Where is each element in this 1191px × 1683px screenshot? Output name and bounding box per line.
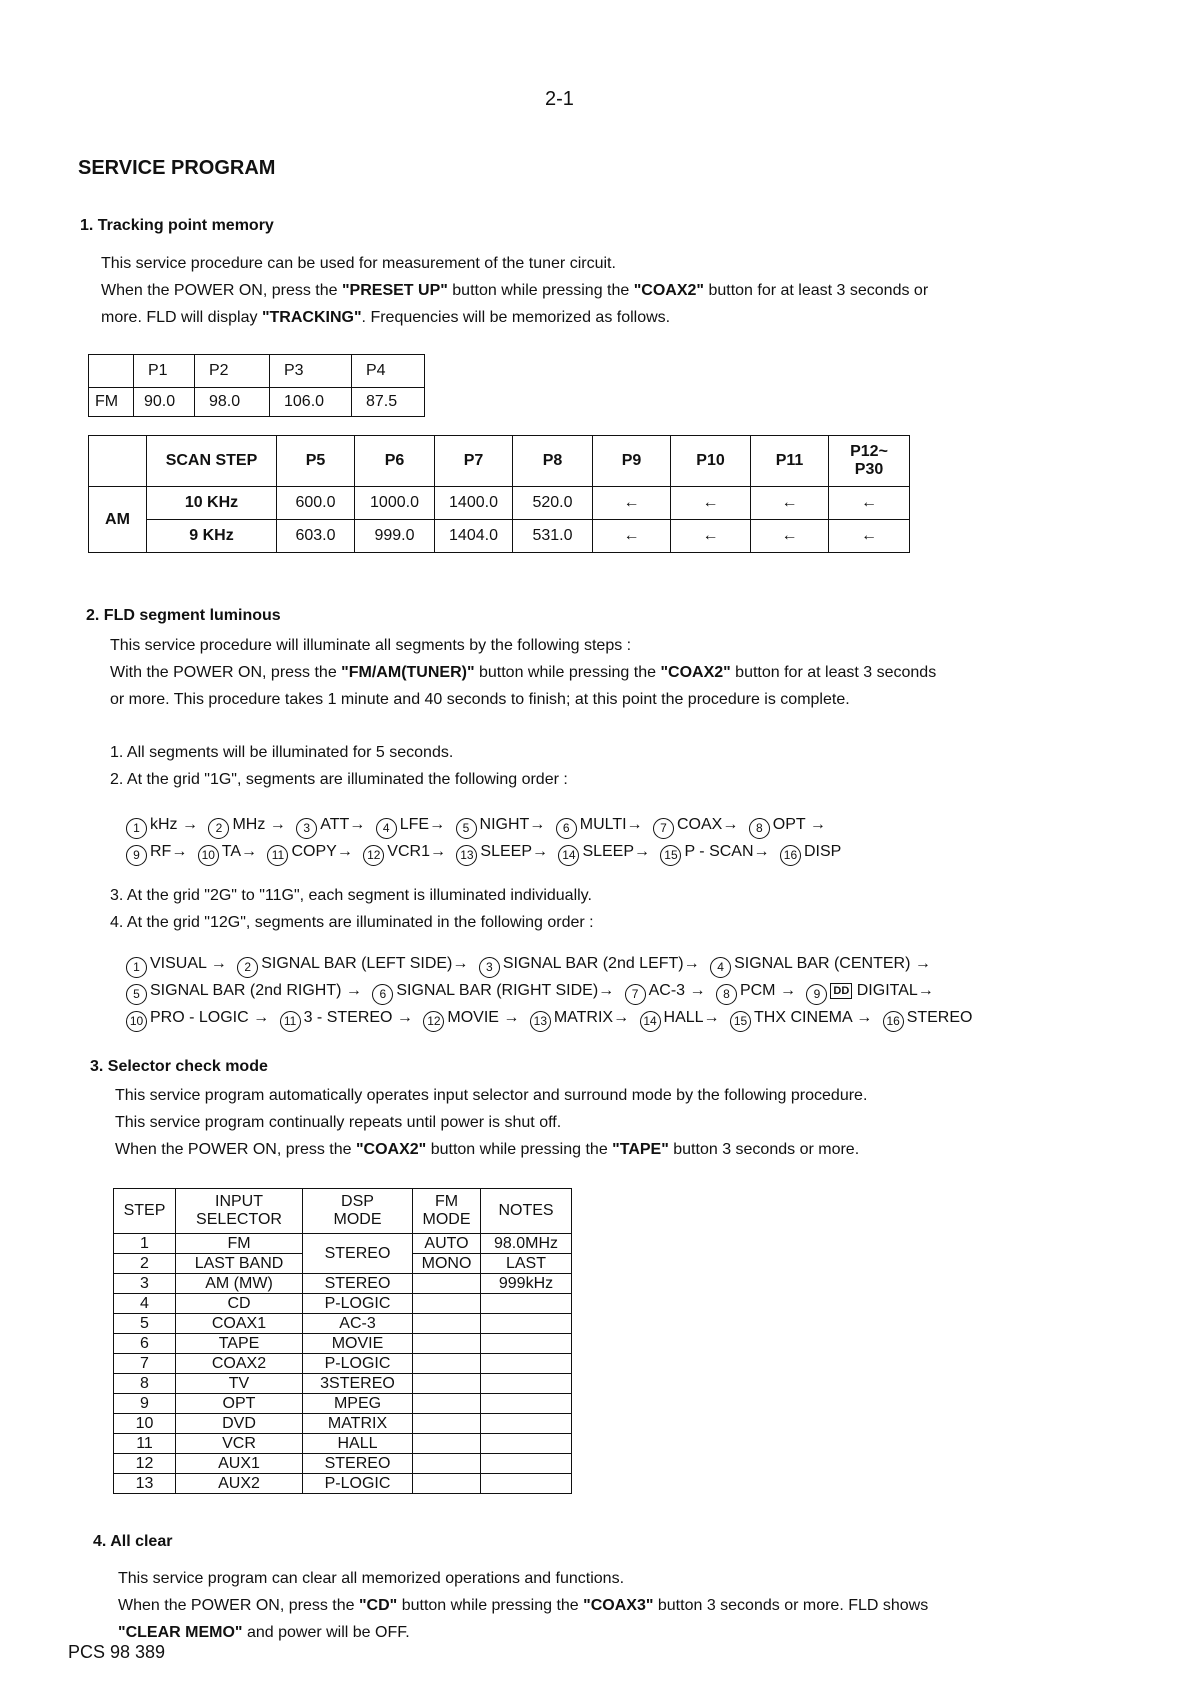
sequence-label: PCM →	[739, 982, 801, 999]
table-cell: HALL	[303, 1434, 413, 1454]
sequence-label: STEREO	[906, 1009, 973, 1026]
number-circle: 5	[456, 818, 477, 839]
table-cell: 11	[114, 1434, 176, 1454]
am-value-cell: ←	[751, 520, 829, 553]
table-cell: 3	[114, 1274, 176, 1294]
table-cell	[481, 1294, 572, 1314]
number-circle: 14	[640, 1011, 661, 1032]
sequence-label: AC-3 →	[648, 982, 710, 999]
table-row	[114, 1454, 572, 1474]
table-cell	[413, 1454, 481, 1474]
number-circle: 8	[716, 984, 737, 1005]
selector-header-cell: DSP MODE	[303, 1189, 413, 1234]
number-circle: 9	[806, 984, 827, 1005]
am-header-cell: P11	[751, 436, 829, 487]
am-header-cell: P5	[277, 436, 355, 487]
table-cell: 9	[114, 1394, 176, 1414]
sequence-label: RF→	[150, 843, 192, 860]
table-cell: MONO	[413, 1254, 481, 1274]
table-row	[114, 1434, 572, 1454]
section3-text	[115, 1082, 867, 1163]
table-cell: TV	[176, 1374, 303, 1394]
section2-line1: This service procedure will illuminate all segments by the following steps :	[110, 637, 632, 654]
section1-line2: When the POWER ON, press the "PRESET UP" button while pressing the "COAX2" button for at least 3 seconds or	[101, 282, 929, 299]
table-row	[114, 1294, 572, 1314]
number-circle: 10	[126, 1011, 147, 1032]
table-cell: P-LOGIC	[303, 1294, 413, 1314]
table-cell: 999kHz	[481, 1274, 572, 1294]
table-cell: MPEG	[303, 1394, 413, 1414]
table-cell	[413, 1334, 481, 1354]
table-cell: STEREO	[303, 1454, 413, 1474]
table-cell	[481, 1374, 572, 1394]
section4-line2: When the POWER ON, press the "CD" button while pressing the "COAX3" button 3 seconds or more. FLD shows	[118, 1597, 929, 1614]
step1-text: 1. All segments will be illuminated for 5 seconds.	[110, 744, 454, 761]
sequence-label: MHz →	[232, 816, 291, 833]
am-value-cell: 999.0	[355, 520, 435, 553]
step2-text: 2. At the grid "1G", segments are illuminated the following order :	[110, 771, 568, 788]
am-value-cell: 603.0	[277, 520, 355, 553]
am-value-cell: ←	[829, 487, 910, 520]
table-cell	[413, 1394, 481, 1414]
sequence-label: LFE→	[399, 816, 450, 833]
table-cell: STEREO	[303, 1234, 413, 1274]
fm-header-cell: P1	[134, 355, 195, 388]
fm-value-cell: 87.5	[352, 388, 425, 417]
step3-text: 3. At the grid "2G" to "11G", each segment is illuminated individually.	[110, 887, 592, 904]
table-cell: DVD	[176, 1414, 303, 1434]
table-cell	[413, 1414, 481, 1434]
number-circle: 8	[749, 818, 770, 839]
sequence-label: PRO - LOGIC →	[150, 1009, 274, 1026]
am-step-cell: 10 KHz	[147, 487, 277, 520]
table-cell	[413, 1474, 481, 1494]
table-cell: MATRIX	[303, 1414, 413, 1434]
sequence-label: ATT→	[320, 816, 370, 833]
table-cell	[413, 1434, 481, 1454]
table-cell: 13	[114, 1474, 176, 1494]
section2-heading: 2. FLD segment luminous	[86, 607, 281, 624]
table-cell	[481, 1414, 572, 1434]
table-cell: P-LOGIC	[303, 1474, 413, 1494]
table-row	[114, 1334, 572, 1354]
am-value-cell: 531.0	[513, 520, 593, 553]
section2-line3: or more. This procedure takes 1 minute and 40 seconds to finish; at this point the procedure is complete.	[110, 691, 850, 708]
number-circle: 5	[126, 984, 147, 1005]
number-circle: 12	[423, 1011, 444, 1032]
am-band-cell: AM	[89, 487, 147, 553]
table-cell: COAX1	[176, 1314, 303, 1334]
table-cell: COAX2	[176, 1354, 303, 1374]
section1-line1: This service procedure can be used for measurement of the tuner circuit.	[101, 255, 616, 272]
number-circle: 12	[363, 845, 384, 866]
number-circle: 11	[267, 845, 288, 866]
am-tracking-table	[88, 435, 910, 553]
section2-steps-a	[110, 739, 568, 793]
section3-line2: This service program continually repeats until power is shut off.	[115, 1114, 562, 1131]
am-header-cell: P10	[671, 436, 751, 487]
number-circle: 7	[625, 984, 646, 1005]
table-cell: 98.0MHz	[481, 1234, 572, 1254]
section4-text	[118, 1565, 928, 1646]
sequence-label: NIGHT→	[479, 816, 550, 833]
dolby-digital-logo-icon: DD	[830, 983, 852, 999]
am-value-cell: 1400.0	[435, 487, 513, 520]
sequence-label: VCR1→	[387, 843, 451, 860]
sequence-label: OPT →	[772, 816, 826, 833]
table-cell: AC-3	[303, 1314, 413, 1334]
number-circle: 15	[730, 1011, 751, 1032]
table-cell	[481, 1394, 572, 1414]
number-circle: 6	[556, 818, 577, 839]
sequence-label: SIGNAL BAR (2nd RIGHT) →	[150, 982, 367, 999]
number-circle: 2	[208, 818, 229, 839]
section4-line1: This service program can clear all memorized operations and functions.	[118, 1570, 625, 1587]
order2-line1	[126, 950, 937, 978]
table-cell	[413, 1314, 481, 1334]
table-cell	[413, 1274, 481, 1294]
selector-check-table	[113, 1188, 572, 1494]
table-cell	[481, 1314, 572, 1334]
am-header-cell: P6	[355, 436, 435, 487]
section3-heading: 3. Selector check mode	[90, 1058, 268, 1075]
number-circle: 13	[530, 1011, 551, 1032]
number-circle: 10	[198, 845, 219, 866]
order1-line2	[126, 838, 847, 866]
number-circle: 6	[372, 984, 393, 1005]
table-row	[114, 1314, 572, 1334]
table-cell: AM (MW)	[176, 1274, 303, 1294]
order1-line1	[126, 811, 832, 839]
am-value-cell: ←	[829, 520, 910, 553]
section3-line3: When the POWER ON, press the "COAX2" button while pressing the "TAPE" button 3 seconds or more.	[115, 1141, 860, 1158]
table-row	[114, 1414, 572, 1434]
am-header-cell	[89, 436, 147, 487]
sequence-label: P - SCAN→	[684, 843, 774, 860]
table-cell: 1	[114, 1234, 176, 1254]
number-circle: 11	[280, 1011, 301, 1032]
am-value-cell: ←	[593, 520, 671, 553]
table-cell: LAST	[481, 1254, 572, 1274]
section3-line1: This service program automatically operates input selector and surround mode by the following procedure.	[115, 1087, 868, 1104]
table-cell: STEREO	[303, 1274, 413, 1294]
table-cell: 10	[114, 1414, 176, 1434]
am-value-cell: ←	[751, 487, 829, 520]
number-circle: 4	[376, 818, 397, 839]
table-cell: OPT	[176, 1394, 303, 1414]
table-cell: FM	[176, 1234, 303, 1254]
number-circle: 1	[126, 957, 147, 978]
selector-header-cell: INPUT SELECTOR	[176, 1189, 303, 1234]
fm-header-cell: P4	[352, 355, 425, 388]
am-value-cell: ←	[671, 520, 751, 553]
am-value-cell: 1404.0	[435, 520, 513, 553]
table-cell: 2	[114, 1254, 176, 1274]
step4-text: 4. At the grid "12G", segments are illuminated in the following order :	[110, 914, 594, 931]
order2-line2-a	[126, 982, 806, 999]
sequence-label: HALL→	[663, 1009, 724, 1026]
fm-header-cell: P3	[270, 355, 352, 388]
table-cell	[481, 1474, 572, 1494]
am-step-cell: 9 KHz	[147, 520, 277, 553]
sequence-label: 3 - STEREO →	[303, 1009, 418, 1026]
table-row	[114, 1374, 572, 1394]
fm-band-cell: FM	[89, 388, 134, 417]
table-cell: 7	[114, 1354, 176, 1374]
sequence-label: VISUAL →	[150, 955, 232, 972]
am-value-cell: 1000.0	[355, 487, 435, 520]
document-code: PCS 98 389	[68, 1642, 166, 1662]
table-cell: AUTO	[413, 1234, 481, 1254]
section4-heading: 4. All clear	[93, 1533, 173, 1550]
sequence-label: COPY→	[291, 843, 358, 860]
sequence-label: MATRIX→	[553, 1009, 634, 1026]
am-header-cell: P7	[435, 436, 513, 487]
digital-label: DIGITAL→	[856, 982, 934, 999]
table-cell: 8	[114, 1374, 176, 1394]
table-row	[114, 1234, 572, 1254]
table-cell	[413, 1354, 481, 1374]
number-circle: 1	[126, 818, 147, 839]
selector-header-cell: FM MODE	[413, 1189, 481, 1234]
table-cell	[413, 1374, 481, 1394]
section1-text	[101, 250, 928, 331]
section2-steps-b	[110, 882, 594, 936]
table-cell: AUX2	[176, 1474, 303, 1494]
number-circle: 7	[653, 818, 674, 839]
fm-value-cell: 90.0	[134, 388, 195, 417]
sequence-label: SIGNAL BAR (2nd LEFT)→	[502, 955, 705, 972]
selector-header-cell: STEP	[114, 1189, 176, 1234]
am-value-cell: ←	[593, 487, 671, 520]
table-row	[114, 1274, 572, 1294]
number-circle: 9	[126, 845, 147, 866]
table-row	[114, 1394, 572, 1414]
number-circle: 3	[479, 957, 500, 978]
section2-line2: With the POWER ON, press the "FM/AM(TUNER)" button while pressing the "COAX2" button for at least 3 seconds	[110, 664, 937, 681]
am-header-cell: P9	[593, 436, 671, 487]
sequence-label: THX CINEMA →	[754, 1009, 877, 1026]
table-cell: VCR	[176, 1434, 303, 1454]
page-title: SERVICE PROGRAM	[78, 157, 276, 179]
table-cell	[481, 1454, 572, 1474]
number-circle: 15	[660, 845, 681, 866]
number-circle: 13	[456, 845, 477, 866]
sequence-label: COAX→	[677, 816, 743, 833]
table-cell: 3STEREO	[303, 1374, 413, 1394]
page-number: 2-1	[545, 88, 574, 110]
number-circle: 16	[780, 845, 801, 866]
fm-header-cell	[89, 355, 134, 388]
table-cell: LAST BAND	[176, 1254, 303, 1274]
table-cell	[413, 1294, 481, 1314]
sequence-label: SLEEP→	[582, 843, 655, 860]
number-circle: 2	[237, 957, 258, 978]
sequence-label: DISP	[803, 843, 842, 860]
sequence-label: SIGNAL BAR (LEFT SIDE)→	[261, 955, 473, 972]
table-cell: 6	[114, 1334, 176, 1354]
table-cell: MOVIE	[303, 1334, 413, 1354]
table-cell: P-LOGIC	[303, 1354, 413, 1374]
sequence-label: MULTI→	[579, 816, 647, 833]
am-header-p12-cell: P12~ P30	[829, 436, 910, 487]
table-cell	[481, 1434, 572, 1454]
table-cell: CD	[176, 1294, 303, 1314]
am-header-cell: P8	[513, 436, 593, 487]
order2-line3	[126, 1004, 978, 1032]
fm-value-cell: 98.0	[195, 388, 270, 417]
table-cell: TAPE	[176, 1334, 303, 1354]
table-row	[114, 1474, 572, 1494]
table-cell: 12	[114, 1454, 176, 1474]
am-value-cell: ←	[671, 487, 751, 520]
sequence-label: MOVIE →	[447, 1009, 524, 1026]
section4-line3: "CLEAR MEMO" and power will be OFF.	[118, 1624, 410, 1641]
fm-value-cell: 106.0	[270, 388, 352, 417]
am-value-cell: 600.0	[277, 487, 355, 520]
number-circle: 16	[883, 1011, 904, 1032]
sequence-label: SIGNAL BAR (CENTER) →	[734, 955, 931, 972]
am-value-cell: 520.0	[513, 487, 593, 520]
section1-line3: more. FLD will display "TRACKING". Frequencies will be memorized as follows.	[101, 309, 671, 326]
sequence-label: SLEEP→	[480, 843, 553, 860]
table-row	[114, 1354, 572, 1374]
number-circle: 3	[296, 818, 317, 839]
fm-header-cell: P2	[195, 355, 270, 388]
number-circle: 4	[710, 957, 731, 978]
number-circle: 14	[558, 845, 579, 866]
table-cell: 5	[114, 1314, 176, 1334]
table-cell: 4	[114, 1294, 176, 1314]
fm-tracking-table	[88, 354, 425, 417]
section1-heading: 1. Tracking point memory	[80, 217, 274, 234]
order2-line2	[126, 977, 934, 1005]
am-header-cell: SCAN STEP	[147, 436, 277, 487]
sequence-label: SIGNAL BAR (RIGHT SIDE)→	[396, 982, 619, 999]
sequence-label: TA→	[221, 843, 262, 860]
table-cell	[481, 1334, 572, 1354]
sequence-label: kHz →	[150, 816, 203, 833]
table-cell: AUX1	[176, 1454, 303, 1474]
selector-header-cell: NOTES	[481, 1189, 572, 1234]
section2-text	[110, 632, 936, 713]
table-cell	[481, 1354, 572, 1374]
